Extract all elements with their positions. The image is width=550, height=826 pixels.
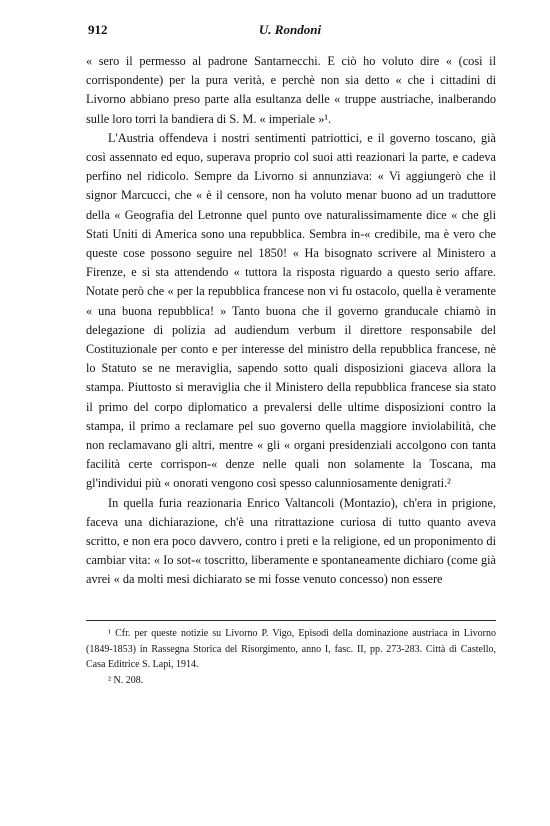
footnote-separator (86, 620, 496, 621)
paragraph-valtancoli: In quella furia reazionaria Enrico Valtancoli (Montazio), ch'era in prigione, faceva una dichiarazione, ch'è una ritrattazione curiosa di tutto quanto aveva scritto, e non era poco davvero, contro i preti e la religione, ed un proponimento di cambiar vita: « Io sot-« toscritto, liberamente e spontaneamente dichiaro (come già avrei « da molti mesi dichiarato se mi fosse venuto concesso) non essere (86, 495, 496, 587)
page-header (88, 22, 492, 40)
body-text (86, 52, 496, 590)
page-number: 912 (88, 22, 108, 37)
running-title: U. Rondoni (258, 22, 322, 37)
paragraph-austria: L'Austria offendeva i nostri sentimenti patriottici, e il governo toscano, già così assennato ed equo, superava proprio col suoi atti reazionari la parte, e cadeva perfino nel ridicolo. Sempre da Livorno si annunziava: « Vi aggiungerò che il signor Marcucci, che « è il censore, non ha voluto menar buono ad un traduttore della « Geografia del Letronne quel punto ove naturalissimamente dice « che gli Stati Uniti di America sono una repubblica. Sembra in-« credibile, ma è vero che queste cose possono seguire nel 1850! « Ha bisognato scrivere al Ministero a Firenze, e si sta attendendo « tuttora la risposta riguardo a questo serio affare. Notate però che « per la repubblica francese non vi fu ostacolo, quella è veramente « una buona repubblica! » Tanto buona che il governo granducale chiamò in delegazione di polizia ad audiendum verbum il direttore responsabile del Costituzionale per conto e per interesse del ministro della repubblica francese, nè lo Statuto se ne meraviglia, sapendo sotto quali disposizioni giaceva allora la stampa. Piuttosto si meraviglia che il Ministero della repubblica francese sia stato il primo del corpo diplomatico a prevalersi delle ultime disposizioni contro la stampa, il primo a reclamare pel suo governo quella maggiore inviolabilità, che non reclamavano gli altri, mentre « gli « organi presidenziali accolgono con tanta facilità certe corrispon-« denze nelle quali non solamente la Toscana, ma gl'individui più « onorati vengono così spesso calunniosamente denigrati.² (86, 130, 496, 491)
footnote-2: ² N. 208. (108, 674, 144, 686)
footnote-1: ¹ Cfr. per queste notizie su Livorno P. Vigo, Episodi della dominazione austriaca in Livorno (1849-1853) in Rassegna Storica del Risorgimento, anno I, fasc. II, pp. 273-283. Città di Castello, Casa Editrice S. Lapi, 1914. (86, 628, 496, 671)
paragraph-quote-continuation: « sero il permesso al padrone Santarnecchi. E ciò ho voluto dire « (così il corrispondente) per la pura verità, e perchè non sia detto « che i cittadini di Livorno abbiano preso parte alla esultanza delle « truppe austriache, inalberando sulle loro torri la bandiera di S. M. « imperiale »¹. (86, 54, 496, 126)
footnotes (86, 626, 496, 688)
